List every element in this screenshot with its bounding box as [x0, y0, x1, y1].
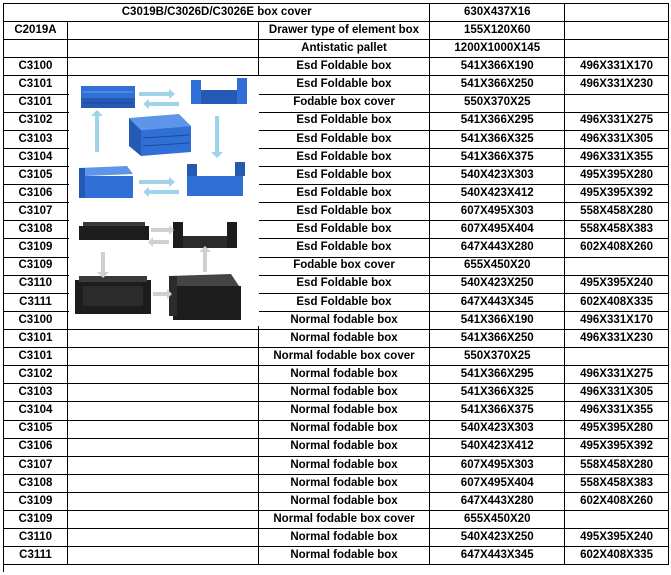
- inner-size-cell: [565, 40, 669, 57]
- inner-size-cell: 495X395X392: [565, 185, 669, 202]
- code-cell: C3107: [4, 457, 68, 474]
- table-row: [4, 511, 669, 529]
- black-box-assembled-icon: [169, 274, 241, 320]
- name-cell: Normal fodable box: [259, 366, 431, 383]
- table-row: [4, 457, 669, 475]
- table-row: [4, 40, 669, 58]
- name-cell: Normal fodable box: [259, 529, 431, 546]
- name-cell: Normal fodable box: [259, 457, 431, 474]
- black-box-opening-icon: [173, 222, 237, 248]
- blank-cell: [68, 384, 259, 401]
- inner-size-cell: 558X458X383: [565, 221, 669, 238]
- outer-size-cell: 647X443X280: [430, 239, 565, 256]
- blank-cell: [68, 439, 259, 456]
- outer-size-cell: 655X450X20: [430, 258, 565, 275]
- inner-size-cell: [565, 258, 669, 275]
- code-cell: C3104: [4, 402, 68, 419]
- blank-cell: [68, 330, 259, 347]
- outer-size-cell: 540X423X303: [430, 167, 565, 184]
- outer-size-cell: 541X366X325: [430, 131, 565, 148]
- outer-size-cell: 541X366X375: [430, 402, 565, 419]
- name-cell: Esd Foldable box: [259, 203, 431, 220]
- inner-size-cell: 496X331X305: [565, 131, 669, 148]
- code-cell: C3111: [4, 547, 68, 564]
- outer-size-cell: 540X423X303: [430, 421, 565, 438]
- outer-size-cell: 541X366X325: [430, 384, 565, 401]
- code-cell: C3111: [4, 294, 68, 311]
- outer-size-cell: 541X366X375: [430, 149, 565, 166]
- outer-size-cell: 155X120X60: [430, 22, 565, 39]
- outer-size-cell: 647X443X280: [430, 493, 565, 510]
- name-cell: Esd Foldable box: [259, 276, 431, 293]
- outer-size-cell: 540X423X412: [430, 185, 565, 202]
- name-cell: Esd Foldable box: [259, 131, 431, 148]
- black-box-open-icon: [75, 276, 151, 314]
- table-row: [4, 421, 669, 439]
- blank-cell: [68, 22, 259, 39]
- inner-size-cell: 496X331X275: [565, 113, 669, 130]
- black-box-folded-icon: [79, 222, 149, 240]
- code-cell: C3109: [4, 258, 68, 275]
- blue-box-open-icon: [129, 114, 191, 156]
- inner-size-cell: 558X458X280: [565, 203, 669, 220]
- code-cell: C3109: [4, 493, 68, 510]
- name-cell: Esd Foldable box: [259, 185, 431, 202]
- name-cell: Esd Foldable box: [259, 113, 431, 130]
- code-cell: C3105: [4, 421, 68, 438]
- blank-cell: [68, 40, 259, 57]
- inner-size-cell: 496X331X170: [565, 58, 669, 75]
- name-cell: Fodable box cover: [259, 95, 431, 112]
- inner-size-cell: [565, 511, 669, 528]
- code-cell: C3107: [4, 203, 68, 220]
- inner-size-cell: 495X395X240: [565, 276, 669, 293]
- name-cell: Esd Foldable box: [259, 221, 431, 238]
- code-cell: C3102: [4, 113, 68, 130]
- outer-size-cell: 655X450X20: [430, 511, 565, 528]
- code-cell: C3101: [4, 330, 68, 347]
- outer-size-cell: 647X443X345: [430, 547, 565, 564]
- table-row: [4, 475, 669, 493]
- code-cell: C3103: [4, 384, 68, 401]
- code-cell: C3100: [4, 312, 68, 329]
- table-row: [4, 384, 669, 402]
- blank-cell: [68, 511, 259, 528]
- outer-size-cell: 541X366X295: [430, 366, 565, 383]
- table-row: [4, 439, 669, 457]
- outer-size-cell: 607X495X404: [430, 475, 565, 492]
- code-cell: C3106: [4, 439, 68, 456]
- code-cell: C3101: [4, 348, 68, 365]
- name-cell: Esd Foldable box: [259, 76, 431, 93]
- outer-size-cell: 607X495X404: [430, 221, 565, 238]
- inner-size-cell: 496X331X275: [565, 366, 669, 383]
- header-blank: [565, 4, 669, 21]
- outer-size-cell: 550X370X25: [430, 95, 565, 112]
- code-cell: C3100: [4, 58, 68, 75]
- blank-cell: [68, 457, 259, 474]
- code-cell: C2019A: [4, 22, 68, 39]
- table-row: [4, 547, 669, 565]
- inner-size-cell: 496X331X170: [565, 312, 669, 329]
- blue-box-half-folded-icon: [187, 162, 245, 196]
- outer-size-cell: 540X423X250: [430, 529, 565, 546]
- code-cell: C3106: [4, 185, 68, 202]
- name-cell: Esd Foldable box: [259, 239, 431, 256]
- blue-box-closed-icon: [79, 166, 133, 198]
- inner-size-cell: 602X408X260: [565, 239, 669, 256]
- code-cell: C3104: [4, 149, 68, 166]
- blank-cell: [68, 348, 259, 365]
- table-row: [4, 402, 669, 420]
- outer-size-cell: 541X366X190: [430, 58, 565, 75]
- code-cell: C3101: [4, 76, 68, 93]
- name-cell: Normal fodable box: [259, 439, 431, 456]
- inner-size-cell: [565, 22, 669, 39]
- name-cell: Esd Foldable box: [259, 167, 431, 184]
- code-cell: C3108: [4, 221, 68, 238]
- blue-box-opening-icon: [191, 78, 247, 104]
- table-row: [4, 529, 669, 547]
- inner-size-cell: 496X331X355: [565, 402, 669, 419]
- name-cell: Normal fodable box: [259, 402, 431, 419]
- code-cell: C3110: [4, 276, 68, 293]
- blank-cell: [68, 547, 259, 564]
- header-size: 630X437X16: [430, 4, 565, 21]
- foldable-box-illustration: [69, 76, 259, 326]
- table-row: [4, 22, 669, 40]
- outer-size-cell: 1200X1000X145: [430, 40, 565, 57]
- name-cell: Esd Foldable box: [259, 149, 431, 166]
- table-row: [4, 493, 669, 511]
- product-size-table: [3, 3, 669, 572]
- name-cell: Normal fodable box: [259, 312, 431, 329]
- inner-size-cell: 495X395X280: [565, 167, 669, 184]
- inner-size-cell: 496X331X305: [565, 384, 669, 401]
- table-row: [4, 348, 669, 366]
- name-cell: Esd Foldable box: [259, 58, 431, 75]
- code-cell: C3101: [4, 95, 68, 112]
- code-cell: C3103: [4, 131, 68, 148]
- name-cell: Drawer type of element box: [259, 22, 431, 39]
- table-row: [4, 330, 669, 348]
- inner-size-cell: 495X395X392: [565, 439, 669, 456]
- inner-size-cell: 496X331X230: [565, 76, 669, 93]
- blank-cell: [68, 529, 259, 546]
- inner-size-cell: 495X395X280: [565, 421, 669, 438]
- inner-size-cell: 602X408X335: [565, 294, 669, 311]
- inner-size-cell: 558X458X383: [565, 475, 669, 492]
- header-row: [4, 4, 669, 22]
- outer-size-cell: 607X495X303: [430, 457, 565, 474]
- name-cell: Normal fodable box cover: [259, 511, 431, 528]
- inner-size-cell: [565, 95, 669, 112]
- inner-size-cell: 496X331X355: [565, 149, 669, 166]
- outer-size-cell: 541X366X250: [430, 330, 565, 347]
- name-cell: Normal fodable box: [259, 330, 431, 347]
- code-cell: [4, 40, 68, 57]
- name-cell: Normal fodable box: [259, 475, 431, 492]
- inner-size-cell: 496X331X230: [565, 330, 669, 347]
- name-cell: Fodable box cover: [259, 258, 431, 275]
- table-row: [4, 366, 669, 384]
- inner-size-cell: 602X408X335: [565, 547, 669, 564]
- outer-size-cell: 550X370X25: [430, 348, 565, 365]
- outer-size-cell: 540X423X250: [430, 276, 565, 293]
- outer-size-cell: 607X495X303: [430, 203, 565, 220]
- inner-size-cell: 495X395X240: [565, 529, 669, 546]
- outer-size-cell: 541X366X250: [430, 76, 565, 93]
- code-cell: C3102: [4, 366, 68, 383]
- outer-size-cell: 540X423X412: [430, 439, 565, 456]
- blue-box-folded-icon: [81, 86, 135, 108]
- name-cell: Esd Foldable box: [259, 294, 431, 311]
- outer-size-cell: 647X443X345: [430, 294, 565, 311]
- code-cell: C3109: [4, 511, 68, 528]
- blank-cell: [68, 402, 259, 419]
- name-cell: Normal fodable box cover: [259, 348, 431, 365]
- table-row: [4, 58, 669, 76]
- blank-cell: [68, 421, 259, 438]
- name-cell: Normal fodable box: [259, 421, 431, 438]
- blank-cell: [68, 58, 259, 75]
- code-cell: C3105: [4, 167, 68, 184]
- blank-cell: [68, 475, 259, 492]
- inner-size-cell: 602X408X260: [565, 493, 669, 510]
- name-cell: Normal fodable box: [259, 384, 431, 401]
- name-cell: Normal fodable box: [259, 493, 431, 510]
- outer-size-cell: 541X366X295: [430, 113, 565, 130]
- blank-cell: [68, 366, 259, 383]
- code-cell: C3110: [4, 529, 68, 546]
- foldable-box-photos: [69, 76, 259, 326]
- blank-cell: [68, 493, 259, 510]
- code-cell: C3108: [4, 475, 68, 492]
- name-cell: Normal fodable box: [259, 547, 431, 564]
- code-cell: C3109: [4, 239, 68, 256]
- header-title: C3019B/C3026D/C3026E box cover: [4, 4, 430, 21]
- inner-size-cell: 558X458X280: [565, 457, 669, 474]
- inner-size-cell: [565, 348, 669, 365]
- outer-size-cell: 541X366X190: [430, 312, 565, 329]
- name-cell: Antistatic pallet: [259, 40, 431, 57]
